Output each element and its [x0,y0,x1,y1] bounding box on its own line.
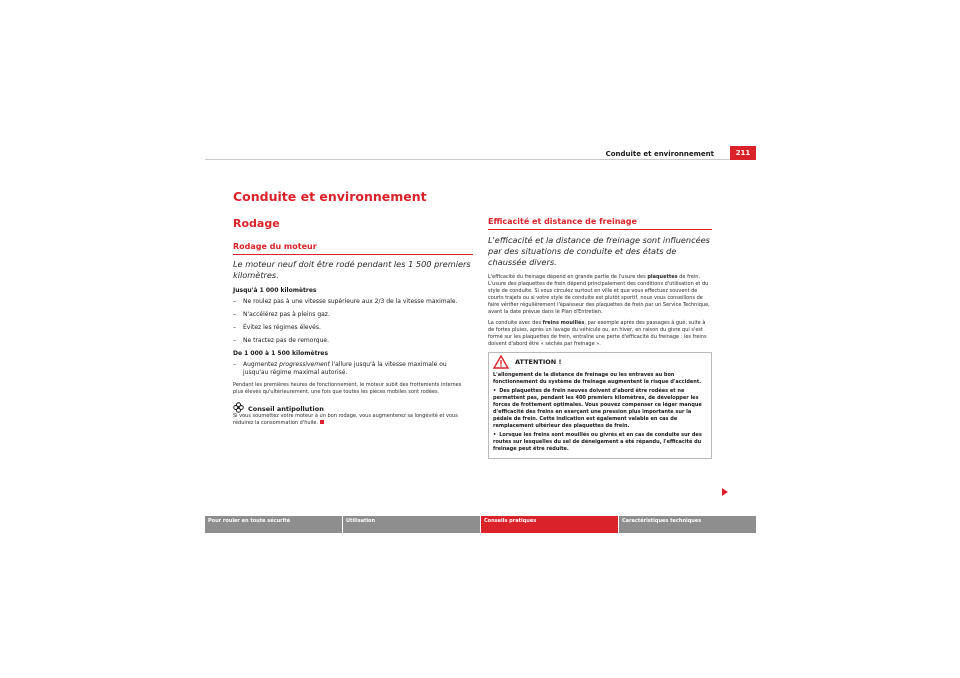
warning-header [493,355,707,369]
warning-bullet: • Lorsque les freins sont mouillés ou givrés et en cas de conduite sur des routes sur lesquelles du sel de déneigement a été répandu, l'efficacité du freinage peut être réduite. [493,432,702,452]
environment-note-title: Conseil antipollution [248,405,324,413]
section-lead: Le moteur neuf doit être rodé pendant les 1 500 premiers kilomètres. [233,259,471,280]
list-item: – Ne roulez pas à une vitesse supérieure aux 2/3 de la vitesse maximale. [233,298,458,305]
tab-utilisation[interactable]: Utilisation [343,516,480,533]
list-item: – Augmentez progressivement l'allure jusqu'à la vitesse maximale ou jusqu'au régime maximal autorisé. [233,361,447,376]
environment-note-header [233,402,473,413]
left-column [233,242,473,433]
warning-intro: L'allongement de la distance de freinage ou les entraves au bon fonctionnement du système de freinage augmentent le risque d'accident. [493,372,702,385]
page-number: 211 [730,146,756,160]
header-rule [205,159,756,160]
subchapter-title: Rodage [233,217,280,230]
end-marker [320,420,324,424]
tab-securite[interactable]: Pour rouler en toute sécurité [205,516,342,533]
section-heading-rodage: Rodage du moteur [233,242,473,255]
section-heading-freinage: Efficacité et distance de freinage [488,217,712,230]
tab-caracteristiques[interactable]: Caractéristiques techniques [619,516,756,533]
footer-nav [205,516,756,533]
chapter-title: Conduite et environnement [233,189,427,204]
paragraph-freins-mouilles: La conduite avec des freins mouillés, par exemple après des passages à gué, suite à de fortes pluies, après un lavage du véhicule ou, en hiver, en raison du givre qui s'est formé sur les plaquettes de frein, entraîne une perte d'efficacité du freinage : les freins doivent d'abord être « séchés par freinage ». [488,320,707,347]
environment-note-text: Si vous soumettez votre moteur à un bon rodage, vous augmenterez sa longévité et vous réduirez la consommation d'huile. [233,413,458,426]
flower-icon [233,402,244,413]
list-item: – Ne tractez pas de remorque. [233,337,330,344]
warning-box [488,352,712,459]
tab-conseils-pratiques[interactable]: Conseils pratiques [481,516,618,533]
list-item: – Évitez les régimes élevés. [233,324,321,331]
right-column [488,217,712,459]
paragraph-plaquettes: L'efficacité du freinage dépend en grande partie de l'usure des plaquettes de frein. L'usure des plaquettes de frein dépend principalement des conditions d'utilisation et du style de conduite. Si vous circulez surtout en ville et que vous effectuez souvent de courts trajets ou si votre style de conduite est plutôt sportif, nous vous conseillons de faire vérifier régulièrement l'épaisseur des plaquettes de frein par un Service Technique, avant la date prévue dans le Plan d'Entretien. [488,274,710,315]
arrow-right-icon [722,488,728,496]
section-lead: L'efficacité et la distance de freinage sont influencées par des situations de conduite et des états de chaussée divers. [488,235,710,267]
warning-triangle-icon [493,355,509,369]
paragraph-rodage: Pendant les premières heures de fonctionnement, le moteur subit des frottements internes plus élevés qu'ultérieurement, une fois que toutes les pièces mobiles sont rodées. [233,382,462,395]
block-heading-1000km: Jusqu'à 1 000 kilomètres [233,287,317,294]
list-item: – N'accélérez pas à pleins gaz. [233,311,330,318]
warning-bullet: • Des plaquettes de frein neuves doivent d'abord être rodées et ne permettent pas, pendant les 400 premiers kilomètres, de développer les forces de frottement optimales. Vous pouvez compenser ce léger manque d'efficacité des freins en exerçant une pression plus importante sur la pédale de frein. Cette indication est également valable en cas de remplacement ultérieur des plaquettes de frein. [493,388,702,429]
running-header: Conduite et environnement [605,150,714,158]
warning-title: ATTENTION ! [515,358,562,366]
block-heading-1500km: De 1 000 à 1 500 kilomètres [233,350,329,357]
